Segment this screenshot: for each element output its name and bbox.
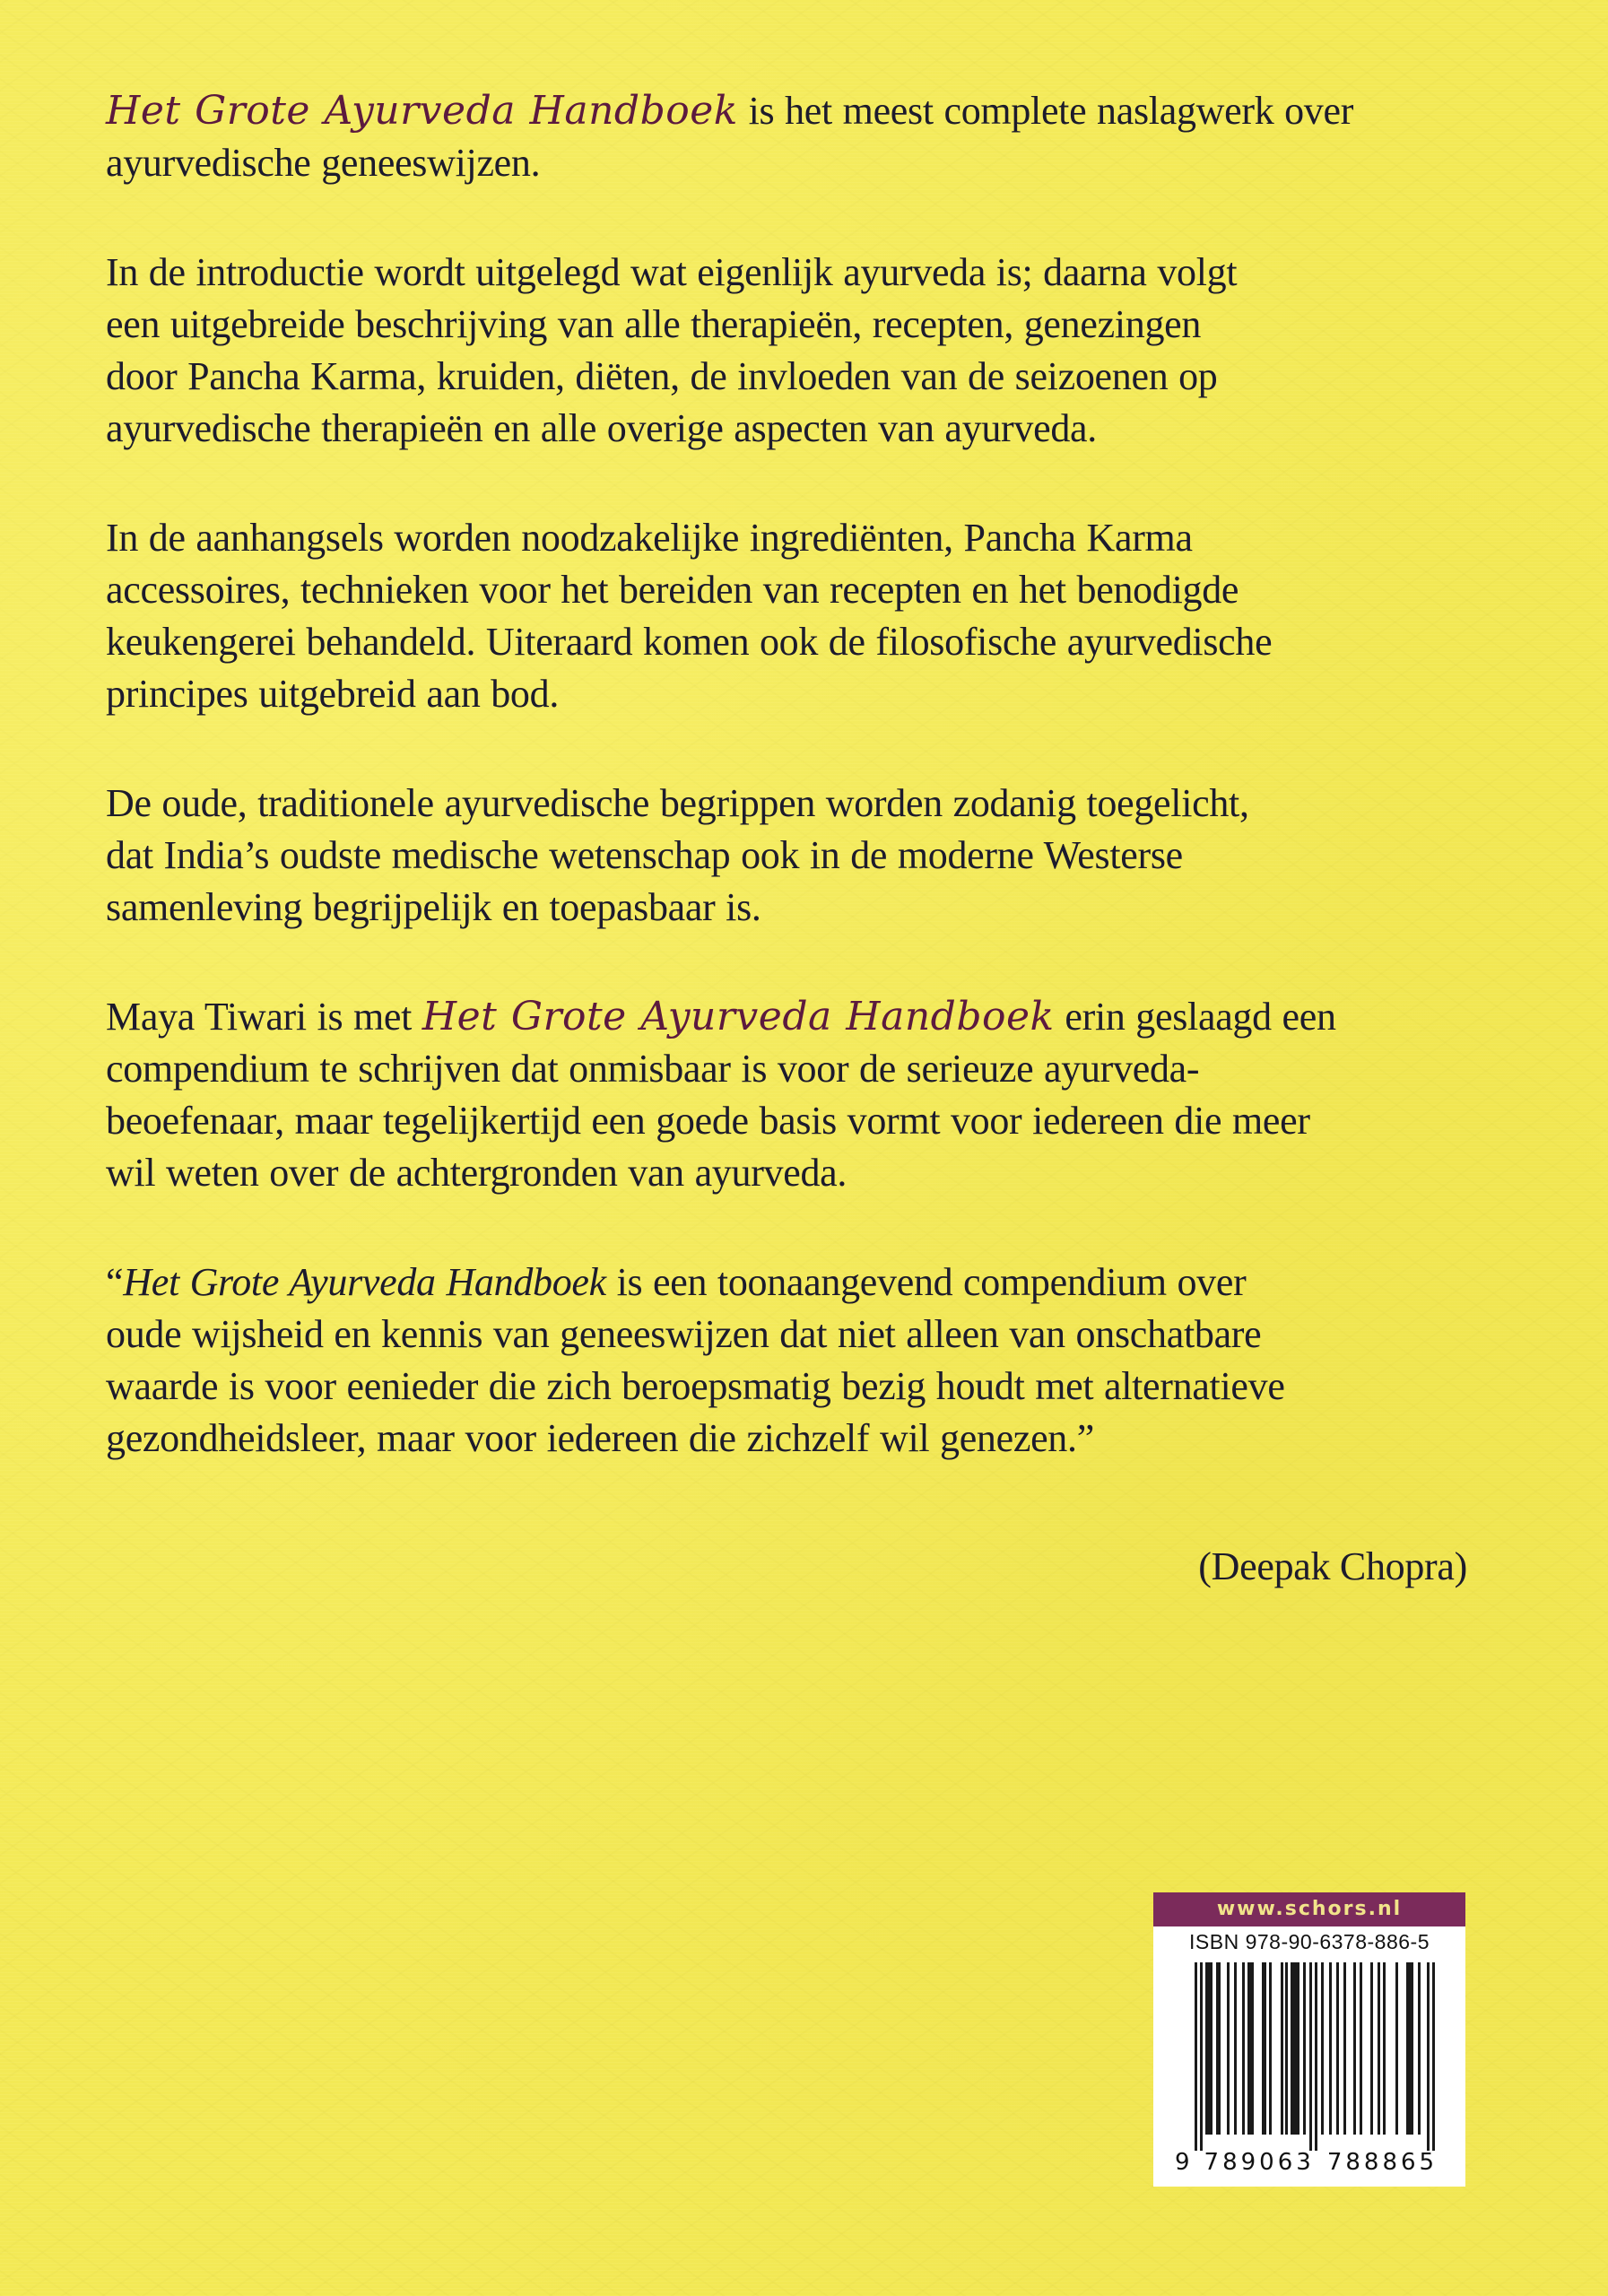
text-line: In de introductie wordt uitgelegd wat eigenlijk ayurveda is; daarna volgt [106, 250, 1238, 294]
text-line: samenleving begrijpelijk en toepasbaar is. [106, 885, 761, 929]
text-line: accessoires, technieken voor het bereiden van recepten en het benodigde [106, 568, 1239, 612]
quote-block [106, 1257, 1487, 1465]
isbn-number: ISBN 978-90-6378-886-5 [1189, 1930, 1430, 1953]
barcode-digits: 9 789063 788865 [1175, 2149, 1439, 2176]
text-line: beoefenaar, maar tegelijkertijd een goede basis vormt voor iedereen die meer [106, 1099, 1310, 1143]
text-line: De oude, traditionele ayurvedische begrippen worden zodanig toegelicht, [106, 781, 1249, 825]
paragraph-traditional-concepts [106, 778, 1487, 934]
publisher-url-bar: www.schors.nl [1153, 1892, 1465, 1926]
text-line: oude wijsheid en kennis van geneeswijzen dat niet alleen van onschatbare [106, 1312, 1262, 1356]
text-line: Het Grote Ayurveda Handboek is het meest complete naslagwerk over [106, 88, 1354, 134]
text-line: wil weten over de achtergronden van ayurveda. [106, 1151, 847, 1195]
paragraph-intro [106, 85, 1487, 189]
book-title-italic: Het Grote Ayurveda Handboek [123, 1260, 606, 1304]
quote-attribution: (Deepak Chopra) [1198, 1544, 1467, 1588]
text-line: principes uitgebreid aan bod. [106, 672, 560, 716]
text-line: waarde is voor eenieder die zich beroepsmatig bezig houdt met alternatieve [106, 1364, 1285, 1408]
book-title-calligraphic: Het Grote Ayurveda Handboek [106, 88, 738, 134]
text-line: “Het Grote Ayurveda Handboek is een toonaangevend compendium over [106, 1260, 1247, 1304]
text-line: dat India’s oudste medische wetenschap ook in de moderne Westerse [106, 833, 1183, 877]
text-line: compendium te schrijven dat onmisbaar is voor de serieuze ayurveda- [106, 1047, 1200, 1091]
text-line: gezondheidsleer, maar voor iedereen die zichzelf wil genezen.” [106, 1416, 1094, 1460]
paragraph-author [106, 991, 1487, 1199]
text-line: In de aanhangsels worden noodzakelijke ingrediënten, Pancha Karma [106, 516, 1193, 560]
paragraph-appendices [106, 512, 1487, 720]
isbn-barcode-label [1153, 1892, 1465, 2187]
text-line: door Pancha Karma, kruiden, diëten, de invloeden van de seizoenen op [106, 354, 1218, 398]
text-line: ayurvedische therapieën en alle overige aspecten van ayurveda. [106, 406, 1097, 450]
text-line: een uitgebreide beschrijving van alle therapieën, recepten, genezingen [106, 302, 1202, 346]
text-line: keukengerei behandeld. Uiteraard komen ook de filosofische ayurvedische [106, 620, 1273, 664]
paragraph-introduction-content [106, 247, 1487, 455]
text-line: ayurvedische geneeswijzen. [106, 141, 541, 185]
text-line: Maya Tiwari is met Het Grote Ayurveda Handboek erin geslaagd een [106, 994, 1336, 1039]
barcode-icon [1195, 1962, 1437, 2151]
blurb-text [106, 85, 1487, 1522]
book-title-calligraphic: Het Grote Ayurveda Handboek [422, 994, 1055, 1039]
